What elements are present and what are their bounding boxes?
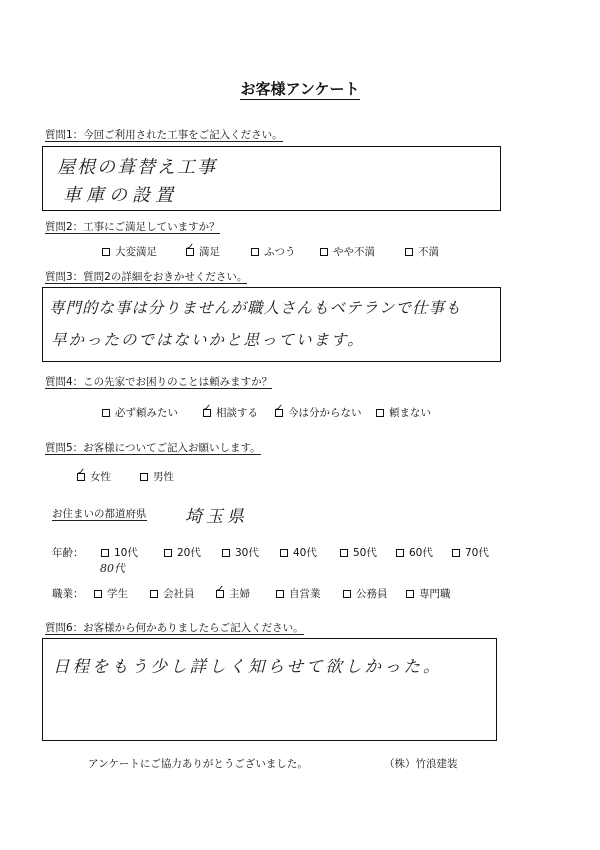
occupation-option[interactable] bbox=[216, 586, 250, 601]
checkbox-checked[interactable] bbox=[275, 409, 283, 417]
option-label: 学生 bbox=[107, 588, 128, 600]
option-label: 公務員 bbox=[356, 588, 388, 600]
question-1-label-text: 質問1：今回ご利用された工事をご記入ください。 bbox=[45, 129, 283, 141]
occupation-option[interactable] bbox=[276, 586, 321, 601]
option-label: 必ず頼みたい bbox=[115, 407, 178, 419]
option-label: 今は分からない bbox=[288, 407, 362, 419]
satisfaction-option[interactable] bbox=[186, 244, 220, 259]
satisfaction-option[interactable] bbox=[405, 244, 439, 259]
checkbox-checked[interactable] bbox=[186, 248, 194, 256]
question-5-label-text: 質問5：お客様についてご記入お願いします。 bbox=[45, 442, 261, 454]
checkbox[interactable] bbox=[222, 549, 230, 557]
option-label: 不満 bbox=[418, 246, 439, 258]
satisfaction-option[interactable] bbox=[251, 244, 296, 259]
question-2-label-text: 質問2：工事にご満足していますか？ bbox=[45, 221, 220, 233]
company-name: （株）竹浪建装 bbox=[384, 758, 458, 770]
gender-option[interactable] bbox=[77, 469, 111, 484]
question-3-answer-line: 専門的な事は分りませんが職人さんもベテランで仕事も bbox=[49, 299, 462, 317]
checkbox[interactable] bbox=[280, 549, 288, 557]
checkbox[interactable] bbox=[102, 409, 110, 417]
age-option[interactable] bbox=[280, 545, 317, 560]
question-3-answer-box[interactable] bbox=[42, 287, 501, 362]
question-3-answer-line: 早かったのではないかと思っています。 bbox=[51, 331, 365, 349]
checkbox[interactable] bbox=[140, 473, 148, 481]
gender-option[interactable] bbox=[140, 469, 174, 484]
checkbox[interactable] bbox=[405, 248, 413, 256]
prefecture-value[interactable]: 埼玉県 bbox=[185, 507, 248, 527]
checkbox-checked[interactable] bbox=[216, 590, 224, 598]
age-option[interactable] bbox=[452, 545, 489, 560]
option-label: 70代 bbox=[465, 547, 489, 559]
checkbox-checked[interactable] bbox=[77, 473, 85, 481]
question-4-label bbox=[45, 374, 272, 389]
occupation-option[interactable] bbox=[150, 586, 195, 601]
checkbox[interactable] bbox=[276, 590, 284, 598]
age-handwritten-note: 80代 bbox=[100, 562, 125, 575]
checkbox[interactable] bbox=[94, 590, 102, 598]
future-request-option[interactable] bbox=[203, 405, 258, 420]
checkbox[interactable] bbox=[343, 590, 351, 598]
satisfaction-option[interactable] bbox=[102, 244, 157, 259]
question-6-label bbox=[45, 620, 304, 635]
option-label: 40代 bbox=[293, 547, 317, 559]
option-label: 専門職 bbox=[419, 588, 451, 600]
checkbox[interactable] bbox=[406, 590, 414, 598]
question-4-label-text: 質問4：この先家でお困りのことは頼みますか？ bbox=[45, 376, 273, 388]
age-option[interactable] bbox=[396, 545, 433, 560]
option-label: やや不満 bbox=[333, 246, 375, 258]
checkbox-checked[interactable] bbox=[203, 409, 211, 417]
prefecture-label-text: お住まいの都道府県 bbox=[52, 508, 147, 520]
option-label: 60代 bbox=[409, 547, 433, 559]
future-request-option[interactable] bbox=[376, 405, 431, 420]
checkbox[interactable] bbox=[340, 549, 348, 557]
question-6-answer-box[interactable] bbox=[42, 638, 497, 741]
checkbox[interactable] bbox=[452, 549, 460, 557]
option-label: 10代 bbox=[114, 547, 138, 559]
checkbox[interactable] bbox=[251, 248, 259, 256]
option-label: 主婦 bbox=[229, 588, 250, 600]
occupation-label: 職業： bbox=[52, 588, 84, 600]
question-2-label bbox=[45, 219, 220, 234]
age-option[interactable] bbox=[222, 545, 259, 560]
question-1-label bbox=[45, 127, 283, 142]
future-request-option[interactable] bbox=[275, 405, 362, 420]
question-6-answer-line: 日程をもう少し詳しく知らせて欲しかった。 bbox=[53, 657, 443, 676]
question-1-answer-line: 車庫の設置 bbox=[63, 185, 178, 206]
prefecture-label bbox=[52, 506, 147, 521]
option-label: 自営業 bbox=[289, 588, 321, 600]
option-label: 50代 bbox=[353, 547, 377, 559]
future-request-option[interactable] bbox=[102, 405, 178, 420]
page-title-text: お客様アンケート bbox=[240, 80, 360, 98]
checkbox[interactable] bbox=[102, 248, 110, 256]
checkbox[interactable] bbox=[101, 549, 109, 557]
occupation-option[interactable] bbox=[94, 586, 128, 601]
occupation-option[interactable] bbox=[406, 586, 451, 601]
option-label: 会社員 bbox=[163, 588, 195, 600]
age-option[interactable] bbox=[340, 545, 377, 560]
option-label: 大変満足 bbox=[115, 246, 157, 258]
age-label: 年齢： bbox=[52, 547, 84, 559]
option-label: 満足 bbox=[199, 246, 220, 258]
question-3-label bbox=[45, 269, 247, 284]
question-6-label-text: 質問6：お客様から何かありましたらご記入ください。 bbox=[45, 622, 304, 634]
satisfaction-option[interactable] bbox=[320, 244, 375, 259]
option-label: 30代 bbox=[235, 547, 259, 559]
question-1-answer-line: 屋根の葺替え工事 bbox=[57, 157, 217, 178]
option-label: ふつう bbox=[264, 246, 296, 258]
age-option[interactable] bbox=[164, 545, 201, 560]
checkbox[interactable] bbox=[150, 590, 158, 598]
checkbox[interactable] bbox=[164, 549, 172, 557]
question-5-label bbox=[45, 440, 261, 455]
option-label: 頼まない bbox=[389, 407, 431, 419]
age-option[interactable] bbox=[101, 545, 138, 560]
occupation-option[interactable] bbox=[343, 586, 388, 601]
option-label: 女性 bbox=[90, 471, 111, 483]
question-1-answer-box[interactable] bbox=[42, 146, 501, 211]
question-3-label-text: 質問3：質問2の詳細をおきかせください。 bbox=[45, 271, 248, 283]
option-label: 20代 bbox=[177, 547, 201, 559]
page-title bbox=[0, 78, 600, 99]
checkbox[interactable] bbox=[320, 248, 328, 256]
option-label: 相談する bbox=[216, 407, 258, 419]
thank-you-message: アンケートにご協力ありがとうございました。 bbox=[88, 758, 308, 770]
checkbox[interactable] bbox=[396, 549, 404, 557]
checkbox[interactable] bbox=[376, 409, 384, 417]
option-label: 男性 bbox=[153, 471, 174, 483]
